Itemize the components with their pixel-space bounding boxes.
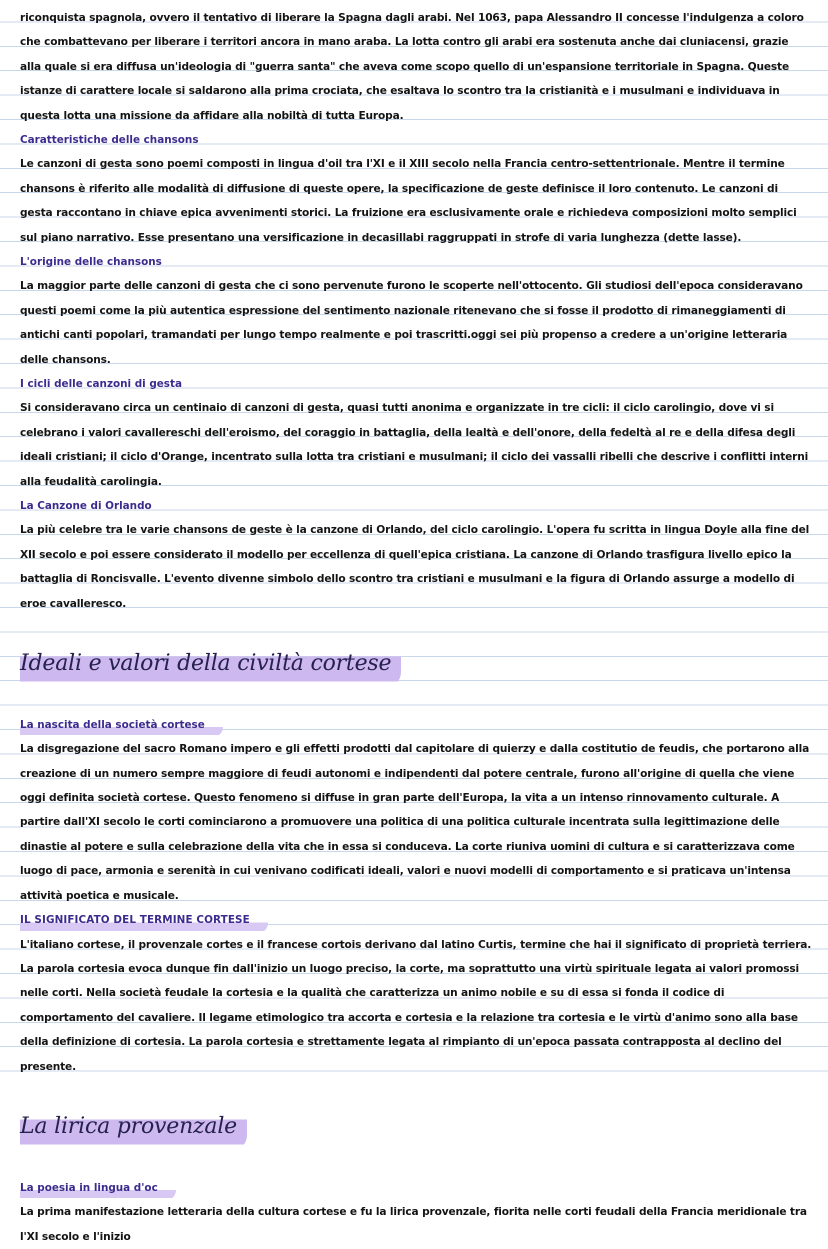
paragraph-riconquista: riconquista spagnola, ovvero il tentativo di liberare la Spagna dagli arabi. Nel 1063, papa Alessandro II concesse l'indulgenza a coloro che combattevano per liberare i territori ancora in mano araba. La lotta contro gli arabi era sostenuta anche dai cluniacensi, grazie alla quale si era diffusa un'ideologia di "guerra santa" che aveva come scopo quello di un'espansione territoriale in Spagna. Queste istanze di carattere locale si saldarono alla prima crociata, che esaltava lo scontro tra la cristianità e i musulmani e individuava in questa lotta una missione da affidare alla nobiltà di tutta Europa. (20, 12, 804, 122)
paragraph-poesia: La prima manifestazione letteraria della cultura cortese e fu la lirica provenzale, fiorita nelle corti feudali della Francia meridionale tra l'XI secolo e l'inizio (20, 1206, 807, 1243)
paragraph-nascita: La disgregazione del sacro Romano impero e gli effetti prodotti dal capitolare di quierzy e dalla costitutio de feudis, che portarono alla creazione di un numero sempre maggiore di feudi autonomi e indipendenti dal potere centrale, furono all'origine di quella che viene oggi definita società cortese. Questo fenomeno si diffuse in gran parte dell'Europa, la vita a un intenso rinnovamento culturale. A partire dall'XI secolo le corti cominciarono a promuovere una politica di una politica culturale incentrata sulla legittimazione delle dinastie al potere e sulla celebrazione della vita che in essa si conduceva. La corte riuniva uomini di cultura e si caratterizzava come luogo di pace, armonia e serenità in cui venivano codificati ideali, valori e nuovi modelli di comportamento e si praticava un'intensa attività poetica e musicale. (20, 743, 810, 902)
subheading-orlando: La Canzone di Orlando (20, 500, 152, 513)
page-content (20, 6, 812, 1249)
paragraph-orlando: La più celebre tra le varie chansons de geste è la canzone di Orlando, del ciclo carolingio. L'opera fu scritta in lingua Doyle alla fine del XII secolo e poi essere considerato il modello per eccellenza di quell'epica cristiana. La canzone di Orlando trasfigura livello epico la battaglia di Roncisvalle. L'evento divenne simbolo dello scontro tra cristiani e musulmani e la figura di Orlando assurge a modello di eroe cavalleresco. (20, 524, 810, 610)
section-title-ideali-wrap (20, 640, 812, 688)
subheading-significato: IL SIGNIFICATO DEL TERMINE CORTESE (20, 908, 268, 932)
subheading-caratteristiche: Caratteristiche delle chansons (20, 134, 199, 147)
section-title-ideali: Ideali e valori della civiltà cortese (20, 640, 401, 688)
paragraph-significato: L'italiano cortese, il provenzale cortes e il francese cortois derivano dal latino Curtis, termine che hai il significato di proprietà terriera. La parola cortesia evoca dunque fin dall'inizio un luogo preciso, la corte, ma soprattutto una virtù spirituale legata ai valori promossi nelle corti. Nella società feudale la cortesia e la qualità che caratterizza un animo nobile e su di essa si fonda il codice di comportamento del cavaliere. Il legame etimologico tra accorta e cortesia e la relazione tra cortesia e le virtù d'animo sono alla base della definizione di cortesia. La parola cortesia e strettamente legata al rimpianto di un'epoca passata contrapposta al declino del presente. (20, 938, 812, 1073)
subheading-origine: L'origine delle chansons (20, 256, 162, 269)
subheading-nascita: La nascita della società cortese (20, 713, 223, 737)
section-title-lirica: La lirica provenzale (20, 1103, 247, 1151)
paragraph-caratteristiche: Le canzoni di gesta sono poemi composti in lingua d'oil tra l'XI e il XIII secolo nella Francia centro-settentrionale. Mentre il termine chansons è riferito alle modalità di diffusione di queste opere, la specificazione de geste definisce il loro contenuto. Le canzoni di gesta raccontano in chiave epica avvenimenti storici. La fruizione era esclusivamente orale e richiedeva composizioni molto semplici sul piano narrativo. Esse presentano una versificazione in decasillabi raggruppati in strofe di varia lunghezza (dette lasse). (20, 158, 797, 244)
paragraph-origine: La maggior parte delle canzoni di gesta che ci sono pervenute furono le scoperte nell'ottocento. Gli studiosi dell'epoca consideravano questi poemi come la più autentica espressione del sentimento nazionale ritenevano che si fosse il prodotto di rimaneggiamenti di antichi canti popolari, tramandati per lungo tempo realmente e poi trascritti.oggi sei più propenso a credere a un'origine letteraria delle chansons. (20, 280, 803, 366)
paragraph-cicli: Si consideravano circa un centinaio di canzoni di gesta, quasi tutti anonima e organizzate in tre cicli: il ciclo carolingio, dove vi si celebrano i valori cavallereschi dell'eroismo, del coraggio in battaglia, della lealtà e dell'onore, della fedeltà al re e della difesa degli ideali cristiani; il ciclo d'Orange, incentrato sulla lotta tra cristiani e musulmani; il ciclo dei vassalli ribelli che descrive i conflitti interni alla feudalità carolingia. (20, 402, 809, 488)
subheading-poesia: La poesia in lingua d'oc (20, 1176, 176, 1200)
subheading-cicli: I cicli delle canzoni di gesta (20, 378, 182, 391)
section-title-lirica-wrap (20, 1103, 812, 1151)
